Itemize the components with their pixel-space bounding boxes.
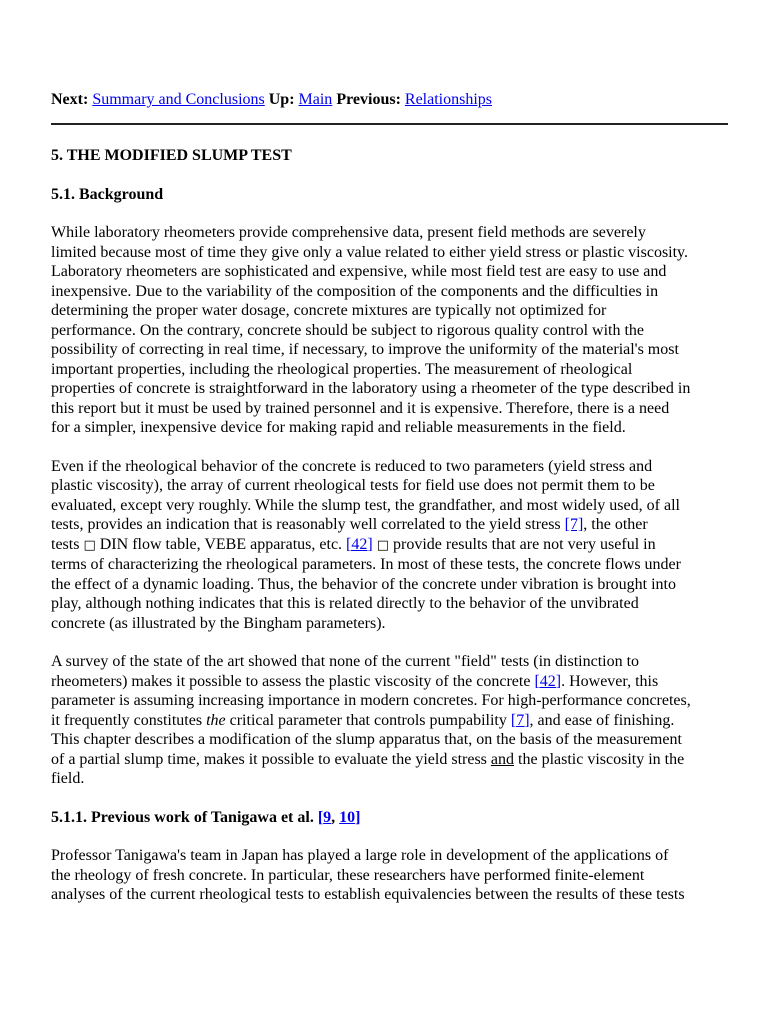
citation-bracket-close[interactable]: ] (355, 808, 361, 826)
chapter-heading: 5. THE MODIFIED SLUMP TEST (51, 147, 292, 164)
citation-link-42[interactable]: [42] (346, 535, 373, 553)
paragraph-4: Professor Tanigawa's team in Japan has played a large role in development of the applications of the rheology of fresh concrete. In particular, these researchers have performed finite-element analyses of the current rheological tests to establish equivalencies between the results of these tests (51, 847, 685, 903)
citation-link-42[interactable]: [42] (534, 672, 562, 690)
citation-link-10[interactable]: 10 (339, 808, 356, 826)
paragraph-2: Even if the rheological behavior of the concrete is reduced to two parameters (yield stress and plastic viscosity), the array of current rheological tests for field use does not permit them to be evaluated, except very roughly. While the slump test, the grandfather, and most widely used, of all tests, provides an indication that is reasonably well correlated to the yield stress [7], the other tests □ DIN flow table, VEBE apparatus, etc. [42] □ provide results that are not very useful in terms of characterizing the rheological parameters. In most of these tests, the concrete flows under the effect of a dynamic loading. Thus, the behavior of the concrete under vibration is brought into play, although nothing indicates that this is related directly to the behavior of the unvibrated concrete (as illustrated by the Bingham parameters). (51, 457, 681, 632)
missing-glyph-box: □ (376, 537, 389, 553)
underlined-and: and (490, 750, 515, 768)
section-heading-previous-work: 5.1.1. Previous work of Tanigawa et al. [9, 10] (51, 808, 361, 826)
missing-glyph-box: □ (83, 537, 96, 553)
up-link[interactable]: Main (298, 91, 333, 108)
next-label: Next: (51, 91, 89, 108)
previous-label: Previous: (336, 91, 401, 108)
up-label: Up: (268, 91, 295, 108)
horizontal-rule (51, 123, 728, 125)
navigation-bar (51, 90, 492, 110)
next-link[interactable]: Summary and Conclusions (92, 91, 265, 108)
citation-bracket-open[interactable]: [ (317, 808, 324, 826)
previous-link[interactable]: Relationships (404, 91, 493, 108)
section-heading-background: 5.1. Background (51, 185, 164, 203)
document-content (51, 146, 731, 905)
paragraph-3: A survey of the state of the art showed that none of the current "field" tests (in distinction to rheometers) makes it possible to assess the plastic viscosity of the concrete [42]. However, this parameter is assuming increasing importance in modern concretes. For high-performance concretes, it frequently constitutes the critical parameter that controls pumpability [7], and ease of finishing. This chapter describes a modification of the slump apparatus that, on the basis of the measurement of a partial slump time, makes it possible to evaluate the yield stress and the plastic viscosity in the field. (51, 653, 691, 787)
citation-link-9[interactable]: 9 (323, 808, 332, 826)
citation-link-7[interactable]: [7] (564, 516, 584, 533)
emphasis-the: the (206, 711, 226, 729)
citation-link-7[interactable]: [7] (510, 711, 530, 729)
paragraph-1: While laboratory rheometers provide comprehensive data, present field methods are severely limited because most of time they give only a value related to either yield stress or plastic viscosity. Laboratory rheometers are sophisticated and expensive, while most field test are easy to use and inexpensive. Due to the variability of the composition of the components and the difficulties in determining the proper water dosage, concrete mixtures are typically not optimized for performance. On the contrary, concrete should be subject to rigorous quality control with the possibility of correcting in real time, if necessary, to improve the uniformity of the material's most important properties, including the rheological properties. The measurement of rheological properties of concrete is straightforward in the laboratory using a rheometer of the type described in this report but it must be used by trained personnel and it is expensive. Therefore, there is a need for a simpler, inexpensive device for making rapid and reliable measurements in the field. (51, 224, 691, 436)
